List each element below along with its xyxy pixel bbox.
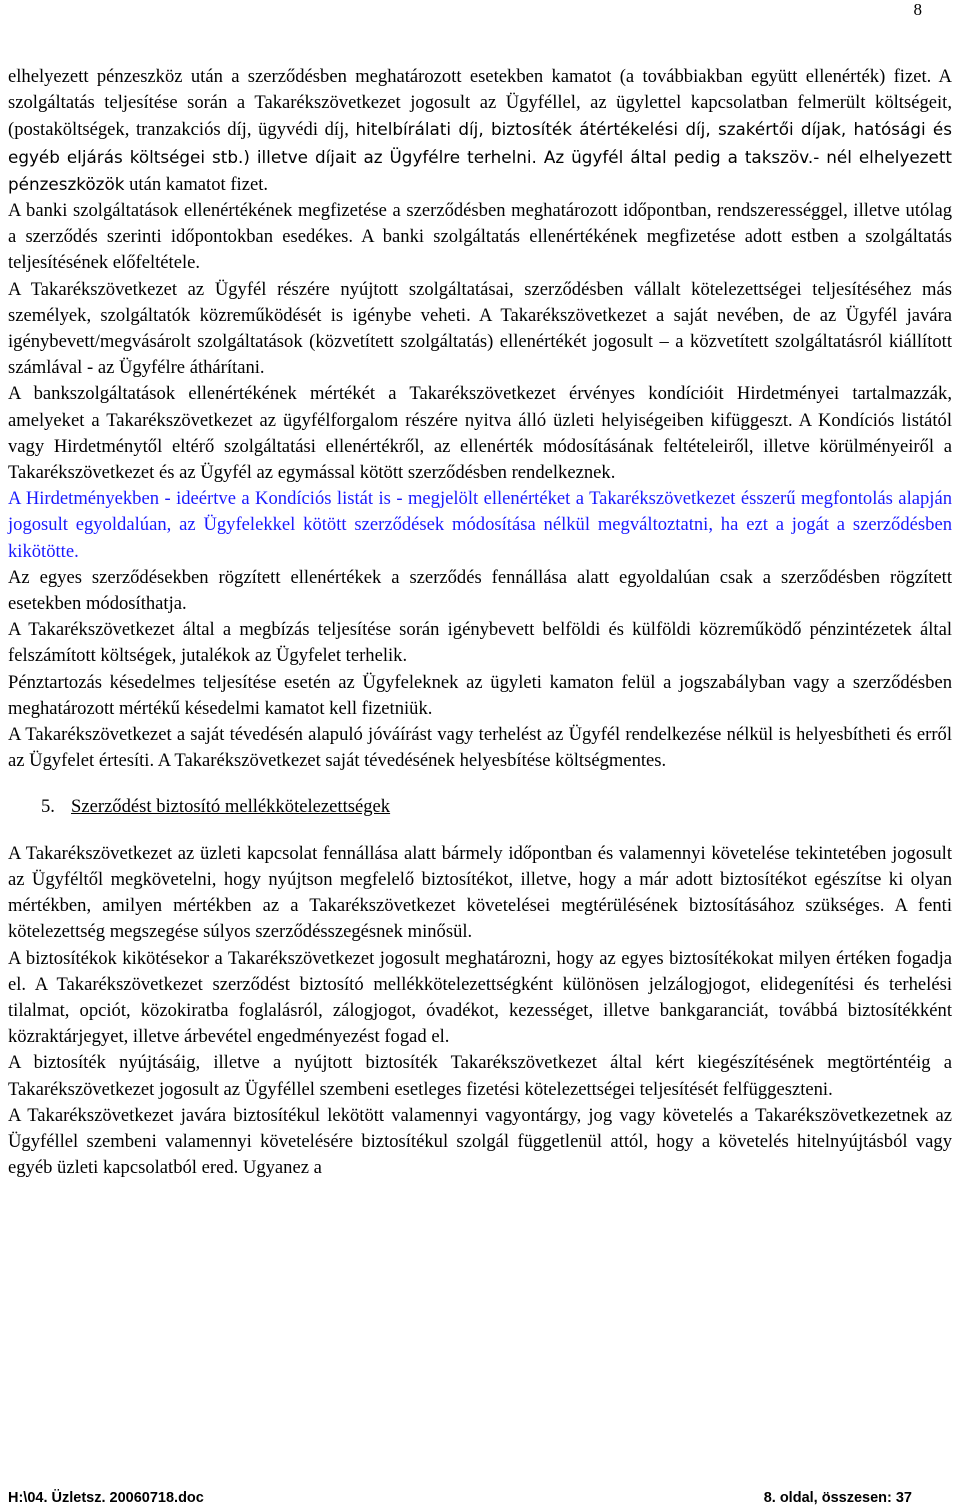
paragraph-suspension: A biztosíték nyújtásáig, illetve a nyújtott biztosíték Takarékszövetkezet által kért kiegészítésének megtörténtéig a Takarékszövetkezet jogosult az Ügyféllel szembeni esetleges fizetési kötelezettségei teljesítését felfüggeszteni. [8, 1052, 952, 1100]
paragraph-collateral-scope: A Takarékszövetkezet javára biztosítékul lekötött valamennyi vagyontárgy, jog vagy követelés a Takarékszövetkezetnek az Ügyféllel szembeni valamennyi követelésére biztosítékul szolgál függetlenül attól, hogy a követelés hitelnyújtásból vagy egyéb üzleti kapcsolatból ered. Ugyanez a [8, 1104, 952, 1179]
section-title: Szerződést biztosító mellékkötelezettségek [71, 796, 391, 818]
paragraph-error-correction: A Takarékszövetkezet a saját tévedésén alapuló jóváírást vagy terhelést az Ügyfél rendelkezése nélkül is helyesbítheti és erről az Ügyfelet értesíti. A Takarékszövetkezet saját tévedésének helyesbítése költségmentes. [8, 724, 952, 772]
paragraph-fees-intro-part-2: hitelbírálati díj, biztosíték átértékelési díj, szakértői díjak, hatósági és egyéb eljárás költségei stb.) illetve díjait az Ügyfélre terhelni. Az ügyfél által pedig a takszöv.- nél elhelyezett pénzeszközök [8, 119, 952, 194]
paragraph-fees-intro-part-3: után kamatot fizet. [124, 173, 269, 195]
paragraph-collateral-types: A biztosítékok kikötésekor a Takarékszövetkezet jogosult meghatározni, hogy az egyes biztosítékokat milyen értéken fogadja el. A Takarékszövetkezet szerződést biztosító mellékkötelezettségként különösen jelzálogjogot, elidegenítési és terhelési tilalmat, opciót, közokiratba foglalásról, zálogjogot, óvadékot, kezességet, illetve bankgaranciát, továbbá biztosítékként közraktárjegyet, illetve árbevétel engedményezést fogad el. [8, 947, 952, 1048]
footer-page-count: 8. oldal, összesen: 37 [763, 1490, 912, 1506]
paragraph-late-interest: Pénztartozás késedelmes teljesítése esetén az Ügyfeleknek az ügyleti kamaton felül a jogszabályban vagy a szerződésben meghatározott mértékű késedelmi kamatot kell fizetniük. [8, 671, 952, 719]
section-heading [8, 794, 952, 820]
paragraph-payment-due: A banki szolgáltatások ellenértékének megfizetése a szerződésben meghatározott időpontban, rendszerességgel, illetve utólag a szerződés szerinti időpontokban esedékes. A banki szolgáltatás ellenértékének megfizetése adott estben a szolgáltatás teljesítésének előfeltétele. [8, 200, 952, 274]
paragraph-fees-intro-part-1: elhelyezett pénzeszköz után a szerződésben meghatározott esetekben kamatot (a továbbiakban együtt ellenérték) fizet. A szolgáltatás teljesítése során a Takarékszövetkezet jogosult az Ügyféllel, az ügylettel kapcsolatban felmerült költségeit, (postaköltségek, tranzakciós díj, ügyvédi díj, [8, 66, 952, 141]
paragraph-collateral-demand: A Takarékszövetkezet az üzleti kapcsolat fennállása alatt bármely időpontban és valamennyi követelése tekintetében jogosult az Ügyféltől megkövetelni, hogy nyújtson megfelelő biztosítékot, illetve, hogy a már adott biztosítékot egészítse ki olyan mértékben, amilyen mértékben az a Takarékszövetkezet követelései megtérülésének biztosításához szükséges. A fenti kötelezettség megszegése súlyos szerződésszegésnek minősül. [8, 842, 952, 943]
paragraph-conditions: A bankszolgáltatások ellenértékének mértékét a Takarékszövetkezet érvényes kondícióit Hirdetményei tartalmazzák, amelyeket a Takarékszövetkezet az ügyfélforgalom részére nyitva álló üzleti helyiségeiben kifüggeszt. A Kondíciós listától vagy Hirdetménytől eltérő szolgáltatási ellenértékről, az ellenérték módosításának feltételeiről, illetve körülményeiről a Takarékszövetkezet és az Ügyfél az egymással kötött szerződésben rendelkeznek. [8, 383, 952, 484]
section-number: 5. [41, 796, 55, 818]
document-body [8, 64, 952, 1181]
paragraph-unilateral-change: A Hirdetményekben - ideértve a Kondíciós listát is - megjelölt ellenértéket a Takarékszövetkezet ésszerű megfontolás alapján jogosult egyoldalúan, az Ügyfelekkel kötött szerződések módosítása nélkül megváltoztatni, ha ezt a jogát a szerződésben kikötötte. [8, 488, 952, 562]
paragraph-correspondent-costs: A Takarékszövetkezet által a megbízás teljesítése során igénybevett belföldi és külföldi közreműködő pénzintézetek által felszámított költségek, jutalékok az Ügyfelet terhelik. [8, 619, 952, 667]
paragraph-fees-intro [8, 64, 952, 198]
footer-file-path: H:\04. Üzletsz. 20060718.doc [8, 1490, 204, 1506]
paragraph-intermediaries: A Takarékszövetkezet az Ügyfél részére nyújtott szolgáltatásai, szerződésben vállalt kötelezettségei teljesítéséhez más személyek, szolgáltatók közreműködését is igénybe veheti. A Takarékszövetkezet a saját nevében, de az Ügyfél javára igénybevett/megvásárolt szolgáltatások (közvetített szolgáltatás) ellenértékét jogosult – a közvetített szolgáltatásról kiállított számlával - az Ügyfélre áthárítani. [8, 278, 952, 379]
paragraph-fixed-fees: Az egyes szerződésekben rögzített ellenértékek a szerződés fennállása alatt egyoldalúan csak a szerződésben rögzített esetekben módosíthatja. [8, 566, 952, 615]
page-number: 8 [913, 0, 922, 19]
